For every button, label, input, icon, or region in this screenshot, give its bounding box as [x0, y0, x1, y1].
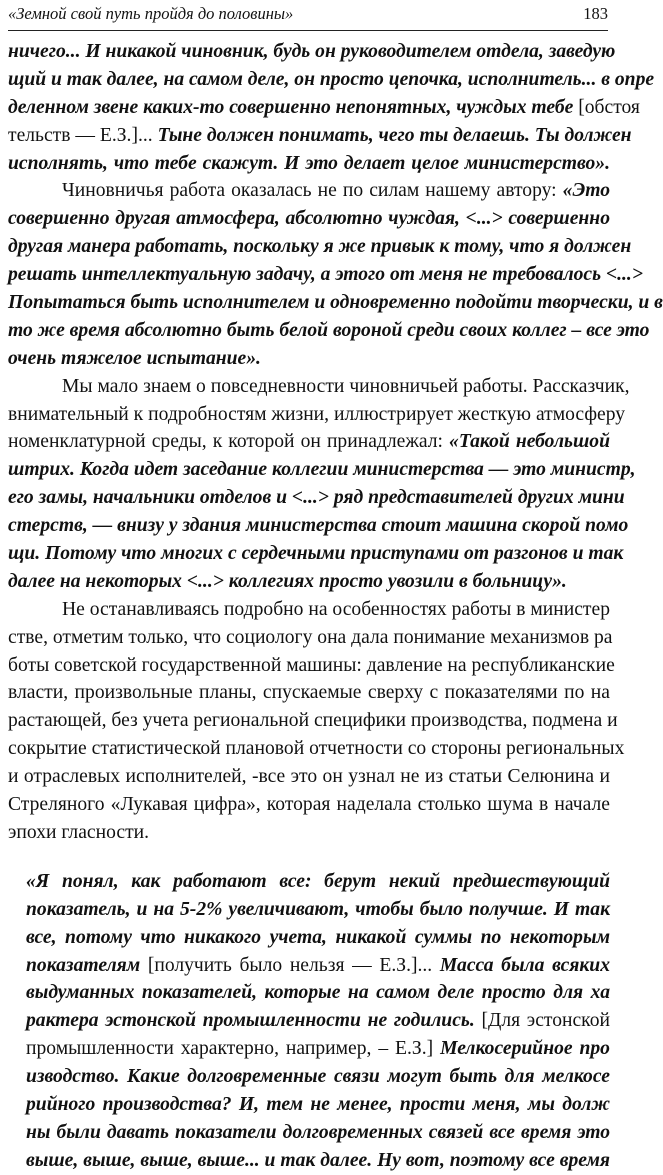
page-number: 183: [583, 4, 608, 23]
text-line: [8, 679, 610, 707]
emphasis-text: Попытаться быть исполнителем и одновременно подойти творчески, и в: [8, 292, 663, 314]
emphasis-text: его замы, начальники отделов и <...> ряд представителей других мини: [8, 487, 625, 509]
emphasis-text: показателям: [26, 954, 148, 976]
roman-text: и отраслевых исполнителей, -все это он узнал не из статьи Селюнина и: [8, 766, 610, 788]
roman-text: номенклатурной среды, к которой он принадлежал:: [8, 431, 450, 453]
text-line: [8, 540, 624, 568]
text-line: [8, 456, 636, 484]
emphasis-text: исполнять, что тебе скажут. И это делает целое министерство».: [8, 152, 610, 174]
roman-text: сокрытие статистической плановой отчетности со стороны региональных: [8, 738, 625, 760]
emphasis-text: очень тяжелое испытание».: [8, 347, 261, 369]
text-line: [8, 819, 610, 847]
emphasis-text: изводство. Какие долговременные связи могут быть для мелкосе: [26, 1066, 610, 1088]
emphasis-text: стерств, — внизу у здания министерства стоит машина скорой помо: [8, 515, 629, 537]
text-line: [8, 868, 610, 896]
paragraph-1: [8, 38, 655, 177]
emphasis-text: Тыне должен понимать, чего ты делаешь. Ты должен: [157, 124, 632, 146]
emphasis-text: выдуманных показателей, которые на самом деле просто для ха: [26, 982, 610, 1004]
text-line: [8, 979, 610, 1007]
text-line: [8, 94, 640, 122]
emphasis-text: ны были давать показатели долговременных связей все время это: [26, 1121, 610, 1143]
emphasis-text: ничего... И никакой чиновник, будь он руководителем отдела, заведую: [8, 41, 616, 62]
text-line: [8, 952, 610, 980]
text-line: [8, 1119, 610, 1147]
text-line: [8, 763, 610, 791]
roman-text: стве, отметим только, что социологу она дала понимание механизмов ра: [8, 626, 613, 648]
paragraph-4: [8, 596, 625, 847]
paragraph-2: [8, 177, 663, 372]
text-line: [8, 261, 643, 289]
emphasis-text: деленном звене каких-то совершенно непонятных, чуждых тебе: [8, 96, 579, 118]
roman-text: Чиновничья работа оказалась не по силам нашему автору:: [62, 180, 563, 202]
text-line: [8, 345, 610, 373]
roman-text: эпохи гласности.: [8, 821, 150, 843]
text-line: [8, 652, 615, 680]
roman-text: внимательный к подробностям жизни, иллюстрирует жесткую атмосферу: [8, 403, 626, 425]
roman-text: Не останавливаясь подробно на особенностях работы в министер: [62, 598, 610, 620]
running-header: [8, 0, 608, 31]
text-line: [8, 924, 610, 952]
emphasis-text: все, потому что никакого учета, никакой суммы по некоторым: [26, 926, 610, 948]
emphasis-text: «Такой небольшой: [449, 431, 610, 453]
text-line: [8, 38, 616, 66]
roman-text: боты советской государственной машины: давление на республиканские: [8, 654, 615, 676]
running-title: «Земной свой путь пройдя до половины»: [8, 4, 294, 23]
text-line: [8, 122, 632, 150]
text-line: [8, 596, 610, 624]
text-line: [8, 1091, 610, 1119]
emphasis-text: совершенно другая атмосфера, абсолютно чуждая, <...> совершенно: [8, 208, 610, 230]
emphasis-text: штрих. Когда идет заседание коллегии министерства — это министр,: [8, 459, 636, 481]
text-line: [8, 205, 610, 233]
roman-text: [обстоя: [578, 96, 640, 118]
text-line: [8, 512, 629, 540]
emphasis-text: решать интеллектуальную задачу, а этого от меня не требовалось <...>: [8, 264, 643, 286]
text-line: [8, 373, 630, 401]
text-line: [8, 150, 610, 178]
emphasis-text: рийного производства? И, тем не менее, прости меня, мы долж: [26, 1093, 610, 1115]
text-line: [8, 1035, 610, 1063]
emphasis-text: рактера эстонской промышленности не годились.: [26, 1010, 482, 1032]
roman-text: [получить было нельзя — Е.З.]...: [147, 954, 440, 976]
text-line: [8, 484, 625, 512]
paragraph-3: [8, 373, 636, 596]
emphasis-text: другая манера работать, поскольку я же привык к тому, что я должен: [8, 236, 632, 258]
page-body: [8, 38, 663, 1175]
roman-text: промышленности характерно, например, – Е.З.]: [26, 1038, 441, 1060]
text-line: [8, 1147, 610, 1175]
text-line: [8, 1007, 610, 1035]
emphasis-text: далее на некоторых <...> коллегиях просто увозили в больницу».: [8, 570, 567, 592]
emphasis-text: «Это: [562, 180, 610, 202]
text-line: [8, 317, 650, 345]
emphasis-text: Мелкосерийное про: [440, 1038, 610, 1060]
emphasis-text: «Я понял, как работают все: берут некий предшествующий: [26, 870, 610, 892]
text-line: [8, 791, 610, 819]
roman-text: тельств — Е.З.]...: [8, 124, 158, 146]
emphasis-text: показатель, и на 5-2% увеличивают, чтобы было получше. И так: [26, 898, 610, 920]
roman-text: власти, произвольные планы, спускаемые сверху с показателями по на: [8, 682, 610, 704]
text-line: [8, 289, 663, 317]
emphasis-text: выше, выше, выше, выше... и так далее. Ну вот, поэтому все время: [26, 1149, 610, 1171]
text-line: [8, 707, 618, 735]
text-line: [8, 568, 610, 596]
roman-text: Мы мало знаем о повседневности чиновничьей работы. Рассказчик,: [62, 375, 630, 397]
text-line: [8, 428, 610, 456]
emphasis-text: Масса была всяких: [439, 954, 610, 976]
block-quote: [8, 868, 610, 1175]
text-line: [8, 624, 613, 652]
text-line: [8, 401, 626, 429]
text-line: [8, 1063, 610, 1091]
emphasis-text: щи. Потому что многих с сердечными приступами от разгонов и так: [8, 543, 624, 565]
text-line: [8, 177, 610, 205]
emphasis-text: щий и так далее, на самом деле, он просто цепочка, исполнитель... в опре: [8, 68, 655, 90]
text-line: [8, 896, 610, 924]
text-line: [8, 233, 632, 261]
roman-text: Стреляного «Лукавая цифра», которая наделала столько шума в начале: [8, 794, 610, 816]
emphasis-text: то же время абсолютно быть белой вороной среди своих коллег – все это: [8, 319, 650, 341]
text-line: [8, 735, 625, 763]
text-line: [8, 66, 655, 94]
roman-text: [Для эстонской: [481, 1010, 610, 1032]
roman-text: растающей, без учета региональной специфики производства, подмена и: [8, 710, 618, 732]
block-gap: [8, 847, 610, 868]
